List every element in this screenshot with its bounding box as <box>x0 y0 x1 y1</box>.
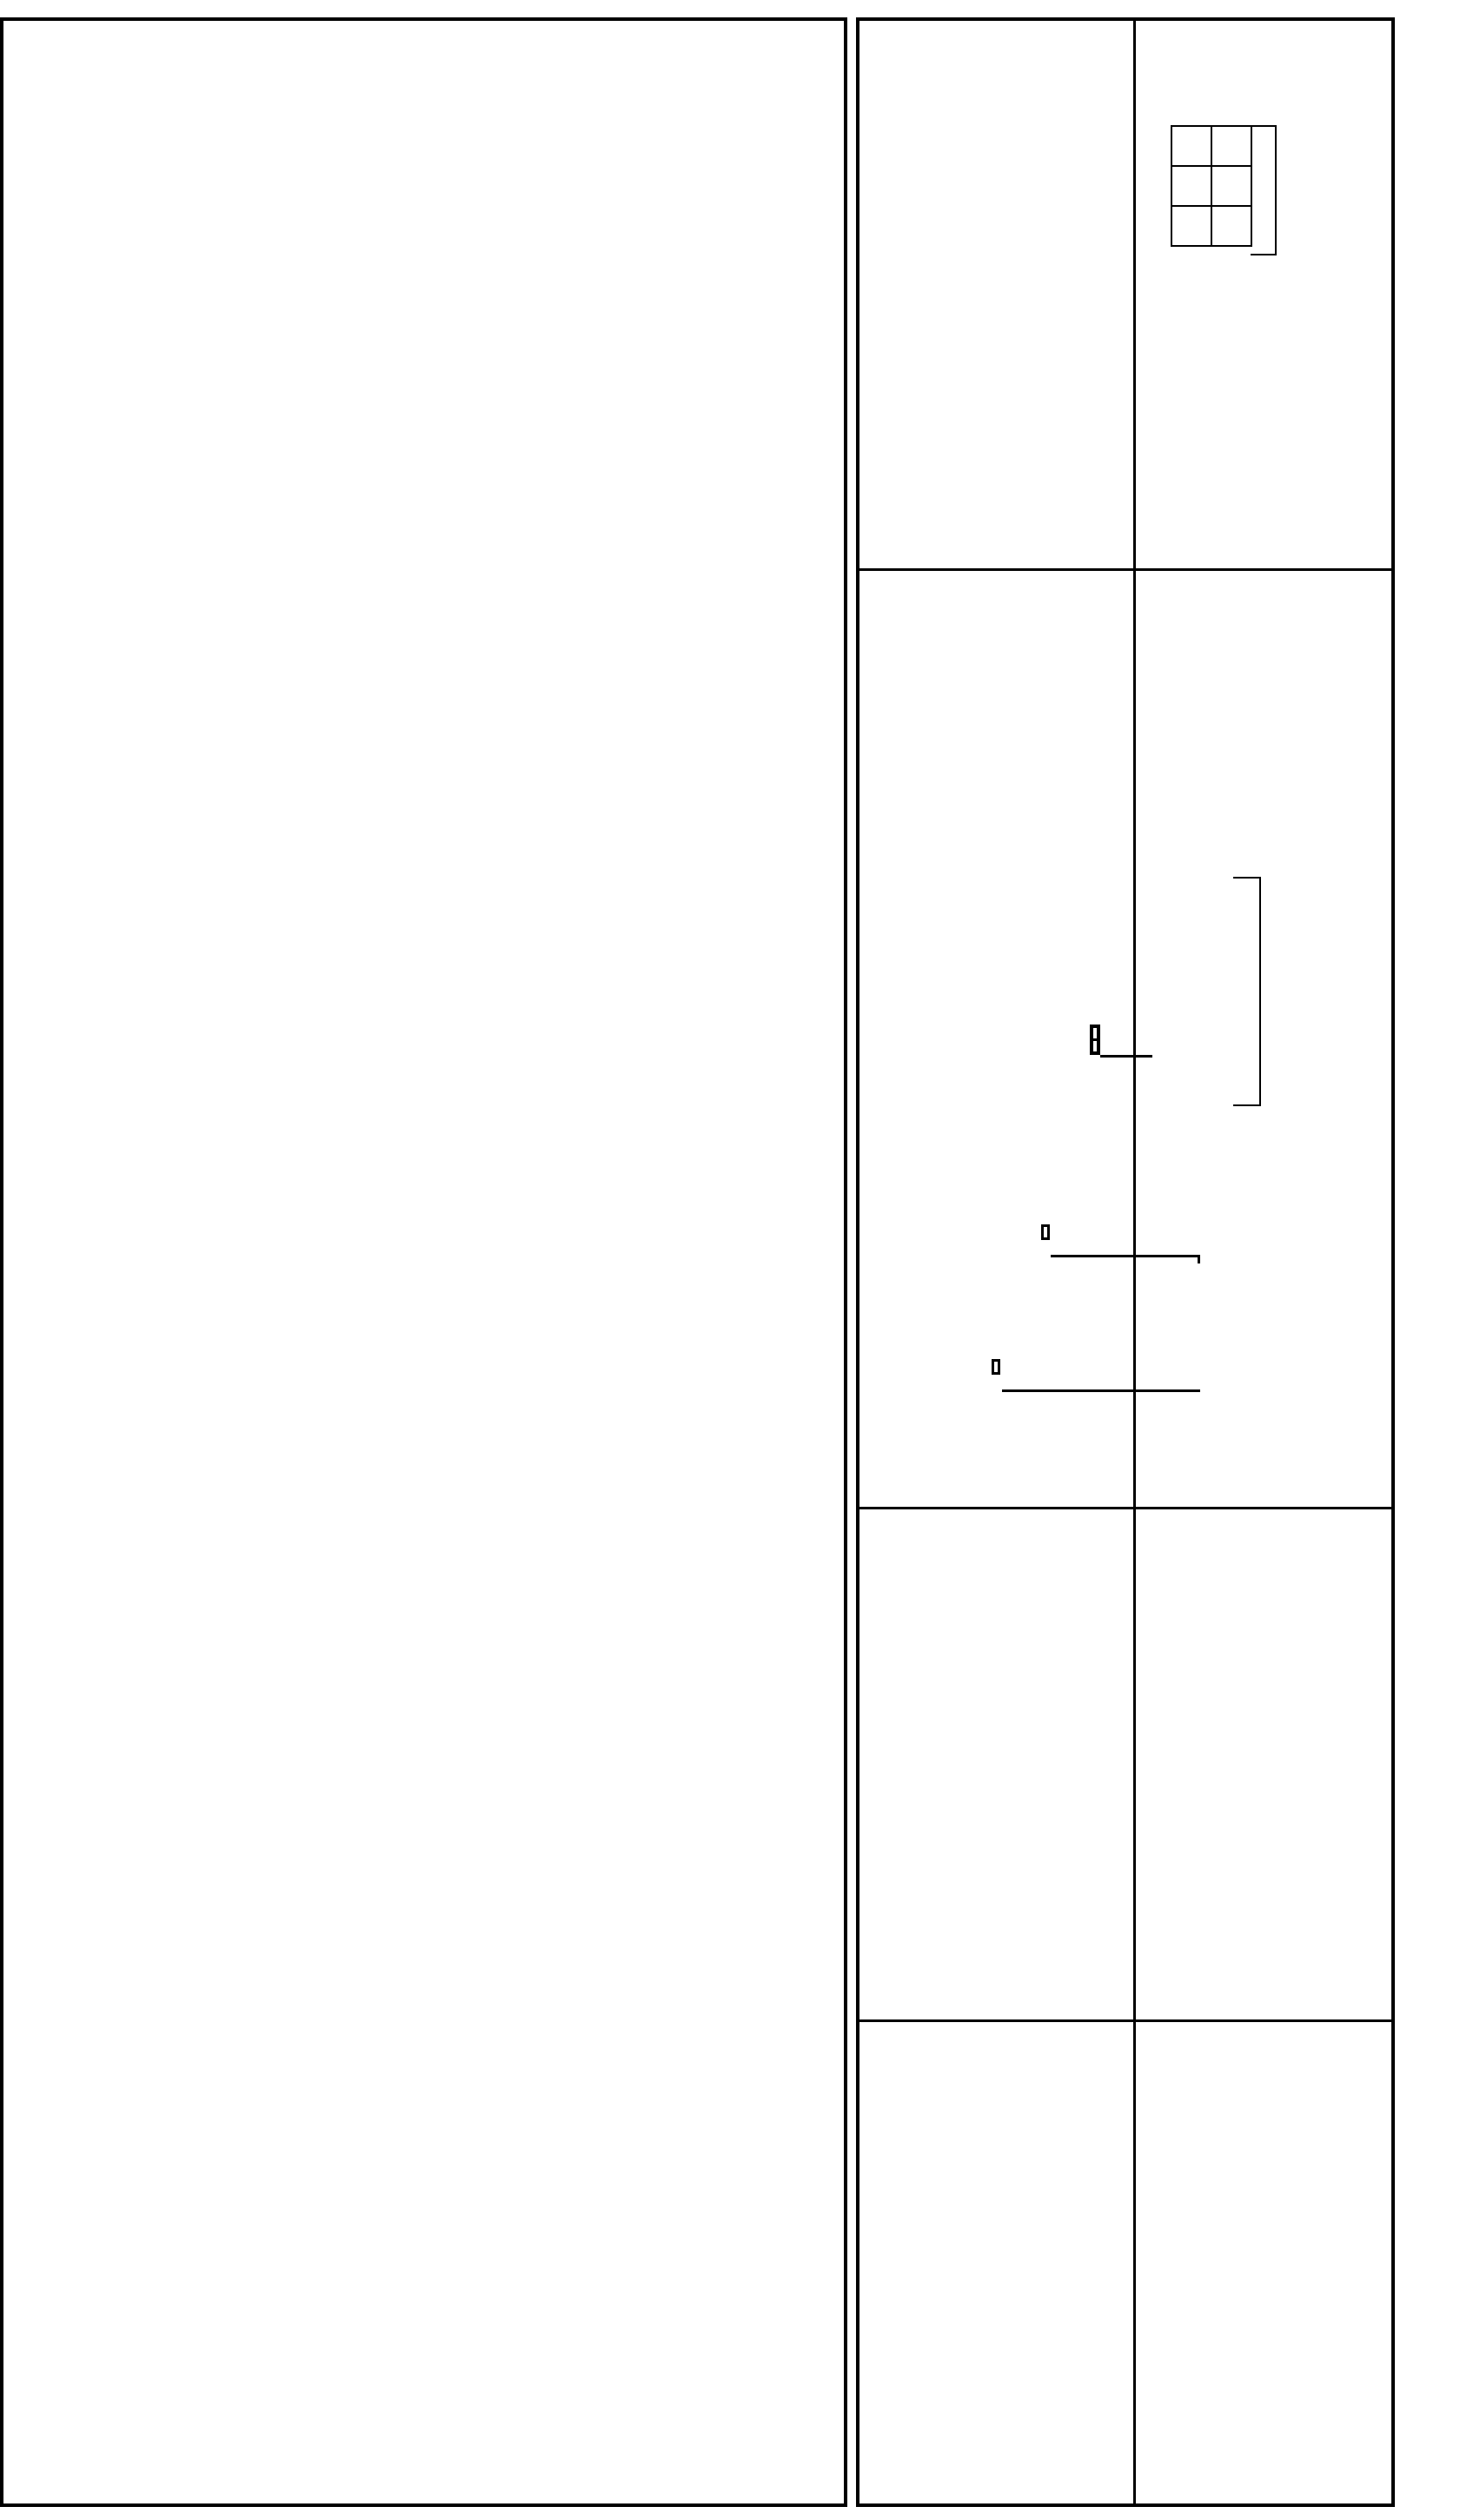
frame-divider <box>859 568 1391 571</box>
without-akess-color <box>1041 1224 1050 1240</box>
sensor-pin <box>1171 126 1211 166</box>
sensor-pin <box>1211 126 1251 166</box>
frame-divider <box>859 2019 1391 2022</box>
leader-line <box>1002 1389 1200 1392</box>
connector-frame <box>856 17 1395 2507</box>
sensor-pin <box>1171 206 1211 246</box>
leader-line <box>1100 1055 1152 1058</box>
frame-divider <box>859 1507 1391 1509</box>
sensor-pin <box>1211 166 1251 206</box>
manual-ac-colors <box>1090 1025 1100 1055</box>
leader-line <box>1198 1255 1200 1263</box>
frame-divider <box>1133 21 1136 2503</box>
connector-latch <box>1251 125 1277 255</box>
without-akess-color <box>992 1359 1000 1375</box>
connector-latch <box>1233 877 1261 1106</box>
leader-line <box>1051 1255 1200 1257</box>
sensor-connector <box>1171 125 1252 247</box>
manual-ac-color <box>1093 1028 1097 1038</box>
sensor-pin <box>1211 206 1251 246</box>
manual-ac-color <box>1093 1038 1097 1051</box>
sensor-pin <box>1171 166 1211 206</box>
voltage-table <box>0 17 847 2507</box>
